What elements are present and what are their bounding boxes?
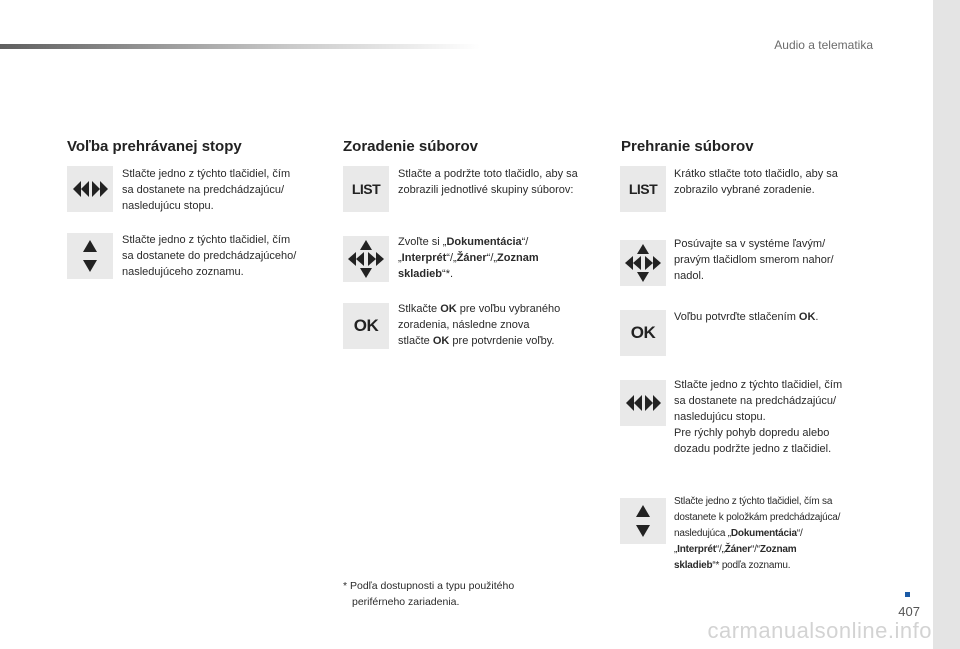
text-line: sa dostanete do predchádzajúceho/ bbox=[122, 250, 297, 262]
chapter-title: Audio a telematika bbox=[774, 38, 873, 52]
playback-confirm-text bbox=[674, 309, 818, 325]
text-line: zobrazilo vybrané zoradenie. bbox=[674, 184, 815, 196]
watermark: carmanualsonline.info bbox=[707, 618, 932, 643]
four-way-button bbox=[620, 240, 666, 286]
up-down-arrows-icon bbox=[633, 501, 653, 541]
text-line: dostanete k položkám predchádzajúca/ bbox=[674, 512, 841, 523]
footnote-line: * Podľa dostupnosti a typu použitého bbox=[343, 580, 515, 592]
text-line: „Interprét“/„Žáner“/„Zoznam bbox=[398, 252, 539, 264]
prev-next-button bbox=[67, 166, 113, 212]
track-selection-text bbox=[122, 166, 290, 214]
list-button-label: LIST bbox=[351, 181, 381, 197]
playback-list-text bbox=[674, 494, 840, 574]
text-line: sa dostanete na predchádzajúcu/ bbox=[674, 395, 837, 407]
text-line: „Interprét“/„Žáner“/“Zoznam bbox=[674, 544, 797, 555]
footnote-line: periférneho zariadenia. bbox=[352, 596, 460, 608]
list-button-label: LIST bbox=[628, 181, 658, 197]
text-line: Krátko stlačte toto tlačidlo, aby sa bbox=[674, 168, 838, 180]
text-line: skladieb“* podľa zoznamu. bbox=[674, 560, 791, 571]
list-button bbox=[620, 166, 666, 212]
section-title-track-selection: Voľba prehrávanej stopy bbox=[67, 138, 242, 155]
up-down-arrows-icon bbox=[80, 236, 100, 276]
ok-button bbox=[343, 303, 389, 349]
page-number: 407 bbox=[898, 604, 920, 619]
page-marker bbox=[905, 592, 910, 597]
section-title-file-sorting: Zoradenie súborov bbox=[343, 138, 479, 155]
text-line: dozadu podržte jedno z tlačidiel. bbox=[674, 443, 832, 455]
text-line: nasledujúca „Dokumentácia“/ bbox=[674, 528, 803, 539]
prev-next-button bbox=[620, 380, 666, 426]
playback-intro-text bbox=[674, 166, 838, 198]
playback-track-text bbox=[674, 377, 842, 457]
text-line: skladieb“*. bbox=[398, 268, 454, 280]
up-down-button bbox=[67, 233, 113, 279]
header-rule bbox=[0, 44, 480, 49]
up-down-button bbox=[620, 498, 666, 544]
text-line: nasledujúcu stopu. bbox=[674, 411, 766, 423]
text-line: Stlačte jedno z týchto tlačidiel, čím bbox=[674, 379, 843, 391]
text-line: Stlačte a podržte toto tlačidlo, aby sa bbox=[398, 168, 578, 180]
section-title-file-playback: Prehranie súborov bbox=[621, 138, 754, 155]
text-line: sa dostanete na predchádzajúcu/ bbox=[122, 184, 285, 196]
text-line: stlačte OK pre potvrdenie voľby. bbox=[398, 335, 555, 347]
list-selection-text bbox=[122, 232, 296, 280]
text-line: Pre rýchly pohyb dopredu alebo bbox=[674, 427, 830, 439]
sorting-confirm-text bbox=[398, 301, 560, 349]
prev-next-arrows-icon bbox=[623, 394, 663, 412]
ok-button bbox=[620, 310, 666, 356]
text-line: Stlačte jedno z týchto tlačidiel, čím bbox=[122, 168, 291, 180]
four-way-arrows-icon bbox=[622, 242, 664, 284]
footnote bbox=[343, 578, 583, 610]
text-line: Stlkačte OK pre voľbu vybraného bbox=[398, 303, 561, 315]
sorting-intro-text bbox=[398, 166, 578, 198]
text-line: zoradenia, následne znova bbox=[398, 319, 530, 331]
list-button bbox=[343, 166, 389, 212]
playback-navigation-text bbox=[674, 236, 834, 284]
four-way-button bbox=[343, 236, 389, 282]
ok-button-label: OK bbox=[353, 316, 379, 335]
sorting-options-text bbox=[398, 234, 539, 282]
page-edge-band bbox=[933, 0, 960, 649]
four-way-arrows-icon bbox=[345, 238, 387, 280]
text-line: Stlačte jedno z týchto tlačidiel, čím sa bbox=[674, 496, 833, 507]
text-line: pravým tlačidlom smerom nahor/ bbox=[674, 254, 834, 266]
ok-button-label: OK bbox=[630, 323, 656, 342]
text-line: nasledujúcu stopu. bbox=[122, 200, 214, 212]
text-line: Zvoľte si „Dokumentácia“/ bbox=[398, 236, 529, 248]
text-line: Stlačte jedno z týchto tlačidiel, čím bbox=[122, 234, 291, 246]
text-line: Posúvajte sa v systéme ľavým/ bbox=[674, 238, 826, 250]
text-line: Voľbu potvrďte stlačením OK. bbox=[674, 311, 819, 323]
prev-next-arrows-icon bbox=[70, 180, 110, 198]
text-line: nasledujúceho zoznamu. bbox=[122, 266, 244, 278]
text-line: nadol. bbox=[674, 270, 704, 282]
text-line: zobrazili jednotlivé skupiny súborov: bbox=[398, 184, 574, 196]
